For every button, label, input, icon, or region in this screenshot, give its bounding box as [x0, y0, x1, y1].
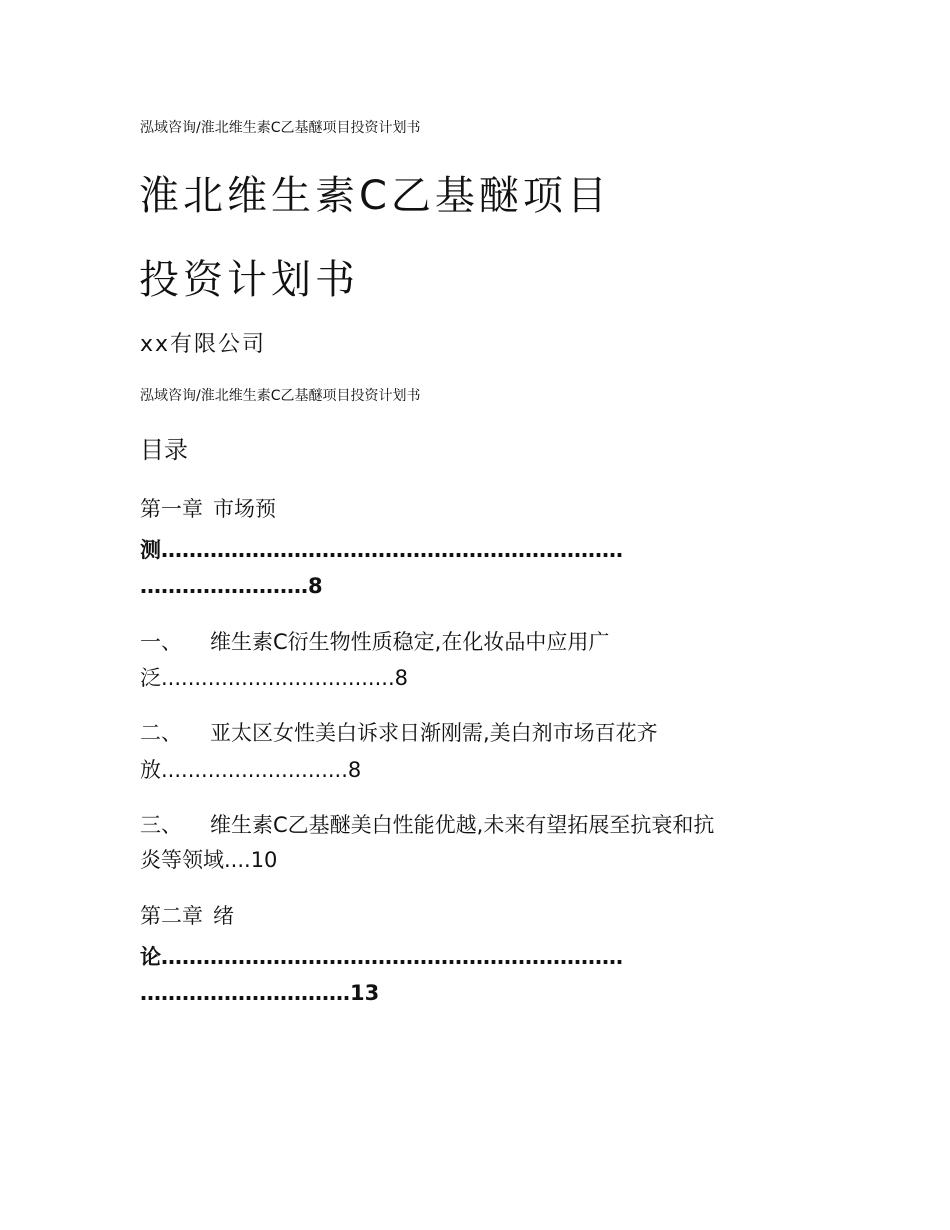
toc-entry-number: 三、 — [140, 813, 182, 837]
toc-heading: 目录 — [140, 436, 188, 464]
toc-entry-chapter-1-page: ……………………8 — [140, 574, 323, 598]
toc-entry-title: 亚太区女性美白诉求日渐刚需,美白剂市场百花齐 — [210, 721, 658, 745]
toc-entry-chapter-2-leader: 论………………………………………………………… — [140, 945, 623, 969]
toc-entry-title: 维生素C衍生物性质稳定,在化妆品中应用广 — [210, 630, 610, 654]
toc-entry-section-1-2[interactable] — [140, 718, 658, 748]
toc-entry-title: 维生素C乙基醚美白性能优越,未来有望拓展至抗衰和抗 — [210, 813, 715, 837]
toc-entry-title: 市场预 — [213, 497, 276, 521]
running-header: 泓域咨询/淮北维生素C乙基醚项目投资计划书 — [140, 120, 421, 136]
toc-entry-section-1-1-page: 泛...................................8 — [140, 666, 408, 690]
toc-entry-section-1-3-page: 炎等领域....10 — [140, 848, 278, 872]
company-name: xx有限公司 — [140, 332, 267, 357]
toc-entry-number: 第二章 — [140, 904, 203, 928]
document-title-line-2: 投资计划书 — [139, 257, 359, 303]
toc-entry-number: 二、 — [140, 721, 182, 745]
toc-entry-chapter-2[interactable] — [140, 901, 234, 931]
running-header-2: 泓域咨询/淮北维生素C乙基醚项目投资计划书 — [140, 388, 421, 404]
toc-entry-section-1-3[interactable] — [140, 810, 714, 840]
toc-entry-number: 第一章 — [140, 497, 203, 521]
toc-entry-section-1-1[interactable] — [140, 627, 609, 657]
toc-entry-section-1-2-page: 放............................8 — [140, 758, 362, 782]
toc-entry-chapter-2-page: …………………………13 — [140, 981, 380, 1005]
toc-entry-chapter-1[interactable] — [140, 494, 276, 524]
toc-entry-chapter-1-leader: 测………………………………………………………… — [140, 538, 623, 562]
toc-entry-number: 一、 — [140, 630, 182, 654]
toc-entry-title: 绪 — [213, 904, 234, 928]
document-title-line-1: 淮北维生素C乙基醚项目 — [139, 173, 611, 219]
